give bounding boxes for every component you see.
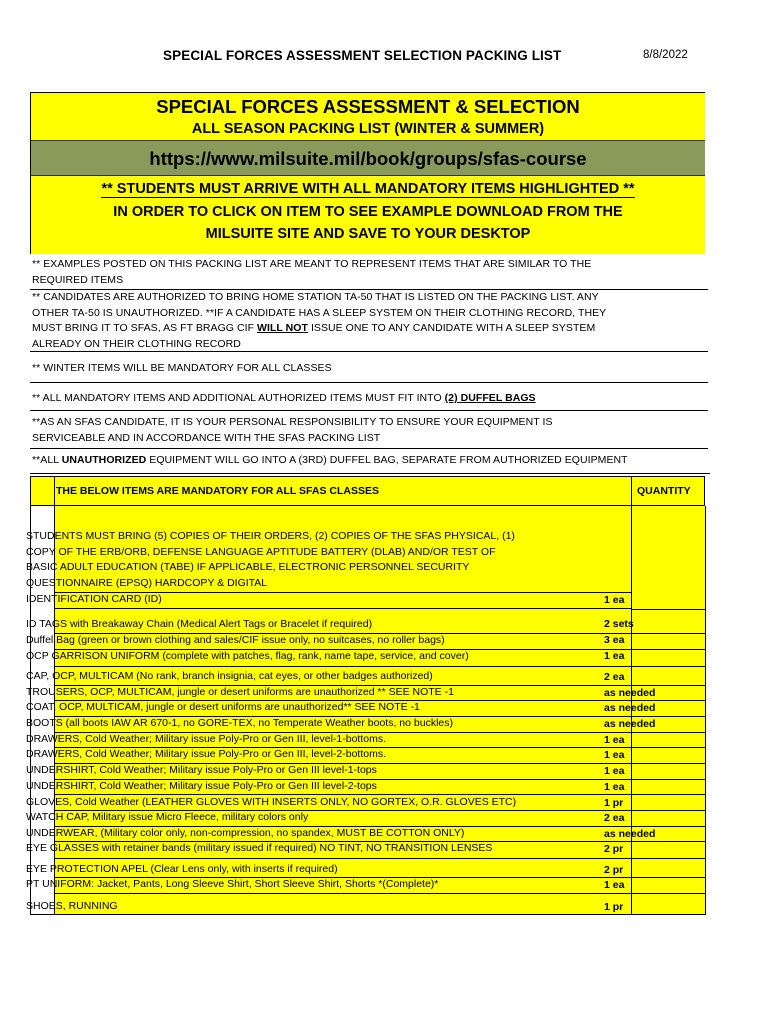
item-link[interactable]: SHOES, RUNNING [26,900,118,912]
note-responsibility: **AS AN SFAS CANDIDATE, IT IS YOUR PERSONAL RESPONSIBILITY TO ENSURE YOUR EQUIPMENT IS SERVICEABLE AND IN ACCORDANCE WITH THE SFAS PACKING LIST [30,415,708,449]
students-notice-line3: MILSUITE SITE AND SAVE TO YOUR DESKTOP [205,226,531,242]
item-link[interactable]: ID TAGS with Breakaway Chain (Medical Alert Tags or Bracelet if required) [26,618,373,630]
item-link[interactable]: DRAWERS, Cold Weather; Military issue Poly-Pro or Gen III, level-1-bottoms. [26,733,387,745]
item-quantity: 1 ea [604,765,625,777]
note-unauthorized: **ALL UNAUTHORIZED EQUIPMENT WILL GO INTO A (3RD) DUFFEL BAG, SEPARATE FROM AUTHORIZED EQUIPMENT [30,453,710,474]
title-banner [30,92,705,140]
will-not-emphasis: WILL NOT [257,322,308,334]
item-link[interactable]: UNDERSHIRT, Cold Weather; Military issue Poly-Pro or Gen III level-1-tops [26,764,377,776]
item-quantity: as needed [604,828,656,840]
note-winter: ** WINTER ITEMS WILL BE MANDATORY FOR ALL CLASSES [30,361,708,383]
note-ta50: ** CANDIDATES ARE AUTHORIZED TO BRING HOME STATION TA-50 THAT IS LISTED ON THE PACKING LIST. ANY OTHER TA-50 IS UNAUTHORIZED. **IF A CANDIDATE HAS A SLEEP SYSTEM ON THEIR CLOTHING RECORD, THEY MUST BRING IT TO SFAS, AS FT BRAGG CIF WILL NOT ISSUE ONE TO ANY CANDIDATE WITH A SLEEP SYSTEM ALREADY ON THEIR CLOTHING RECORD [30,290,708,352]
item-quantity: 1 ea [604,781,625,793]
item-quantity: as needed [604,702,656,714]
item-quantity: 1 ea [604,879,625,891]
item-quantity: 2 ea [604,812,625,824]
item-link[interactable]: OCP GARRISON UNIFORM (complete with patches, flag, rank, name tape, service, and cover) [26,650,469,662]
students-banner [30,176,705,254]
item-link[interactable]: CAP, OCP, MULTICAM (No rank, branch insignia, cat eyes, or other badges authorized) [26,670,433,682]
quantity-column-header: QUANTITY [637,485,691,497]
item-link[interactable]: WATCH CAP, Military issue Micro Fleece, military colors only [26,811,309,823]
item-link[interactable]: PT UNIFORM: Jacket, Pants, Long Sleeve Shirt, Short Sleeve Shirt, Shorts *(Complete)* [26,878,439,890]
banner-subtitle: ALL SEASON PACKING LIST (WINTER & SUMMER) [191,121,545,137]
item-quantity: 1 pr [604,797,624,809]
students-notice-line1: ** STUDENTS MUST ARRIVE WITH ALL MANDATORY ITEMS HIGHLIGHTED ** [101,181,635,197]
students-notice-line2: IN ORDER TO CLICK ON ITEM TO SEE EXAMPLE DOWNLOAD FROM THE [113,204,623,220]
item-link[interactable]: DRAWERS, Cold Weather; Military issue Poly-Pro or Gen III, level-2-bottoms. [26,748,387,760]
item-quantity: 1 ea [604,749,625,761]
item-quantity: 3 ea [604,634,625,646]
item-link[interactable]: TROUSERS, OCP, MULTICAM, jungle or desert uniforms are unauthorized ** SEE NOTE -1 [26,686,454,698]
document-date: 8/8/2022 [643,49,688,61]
items-column-header: THE BELOW ITEMS ARE MANDATORY FOR ALL SFAS CLASSES [56,485,379,497]
item-link[interactable]: BOOTS (all boots IAW AR 670-1, no GORE-TEX, no Temperate Weather boots, no buckles) [26,717,453,729]
url-banner[interactable] [30,140,705,176]
item-link[interactable]: UNDERSHIRT, Cold Weather; Military issue Poly-Pro or Gen III level-2-tops [26,780,377,792]
item-link[interactable]: EYE GLASSES with retainer bands (military issued if required) NO TINT, NO TRANSITION LENSES [26,842,493,854]
note-duffel-bags: ** ALL MANDATORY ITEMS AND ADDITIONAL AUTHORIZED ITEMS MUST FIT INTO (2) DUFFEL BAGS [30,391,708,411]
item-quantity: 1 ea [604,734,625,746]
item-quantity: 2 pr [604,843,624,855]
two-duffel-bags-emphasis: (2) DUFFEL BAGS [444,392,536,404]
note-examples: ** EXAMPLES POSTED ON THIS PACKING LIST ARE MEANT TO REPRESENT ITEMS THAT ARE SIMILAR TO THE REQUIRED ITEMS [30,257,708,290]
item-link[interactable]: Duffel Bag (green or brown clothing and sales/CIF issue only, no suitcases, no roller bags) [26,634,445,646]
item-quantity: 2 pr [604,864,624,876]
item-quantity: 2 ea [604,671,625,683]
item-quantity: as needed [604,687,656,699]
banner-title: SPECIAL FORCES ASSESSMENT & SELECTION [156,96,580,117]
item-link[interactable]: COAT, OCP, MULTICAM, jungle or desert uniforms are unauthorized** SEE NOTE -1 [26,701,420,713]
item-quantity: 1 ea [604,650,625,662]
item-quantity: 2 sets [604,618,634,630]
item-link[interactable]: GLOVES, Cold Weather (LEATHER GLOVES WITH INSERTS ONLY, NO GORTEX, O.R. GLOVES ETC) [26,796,517,808]
table-header [30,476,705,506]
item-link[interactable]: UNDERWEAR, (Military color only, non-compression, no spandex, MUST BE COTTON ONLY) [26,827,465,839]
item-link[interactable]: EYE PROTECTION APEL (Clear Lens only, with inserts if required) [26,863,338,875]
item-quantity: as needed [604,718,656,730]
unauthorized-emphasis: UNAUTHORIZED [61,454,147,466]
document-header [0,48,770,68]
milsuite-link[interactable]: https://www.milsuite.mil/book/groups/sfas-course [149,148,587,169]
document-title: SPECIAL FORCES ASSESSMENT SELECTION PACKING LIST [163,48,562,63]
item-quantity: 1 ea [604,594,625,606]
item-quantity: 1 pr [604,901,624,913]
item-link[interactable]: IDENTIFICATION CARD (ID) [26,593,162,605]
